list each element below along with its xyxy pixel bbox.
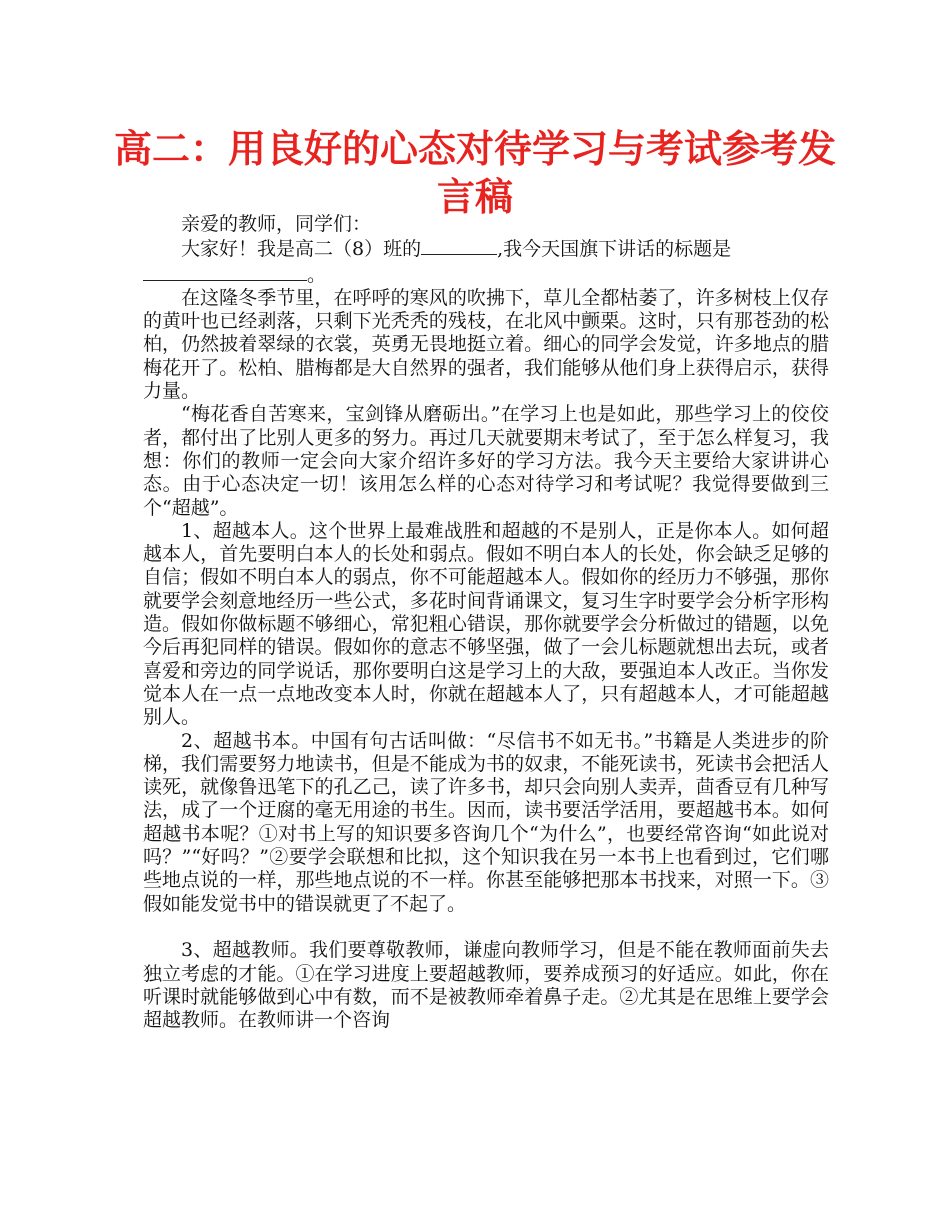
- paragraph-winter: 在这隆冬季节里，在呼呼的寒风的吹拂下，草儿全都枯萎了，许多树枝上仅存的黄叶也已经剥落，只剩下光秃秃的残枝，在北风中颤栗。这时，只有那苍劲的松柏，仍然披着翠绿的衣裳，英勇无畏地挺立着。细心的同学会发觉，许多地点的腊梅花开了。松柏、腊梅都是大自然界的强者，我们能够从他们身上获得启示，获得力量。: [143, 286, 829, 403]
- greeting-line: 亲爱的教师，同学们：: [181, 213, 372, 235]
- document-body: [143, 213, 829, 1032]
- speech-title-blank: [143, 262, 307, 281]
- intro-suffix: 。: [307, 263, 327, 286]
- paragraph-plum-blossom: “梅花香自苦寒来，宝剑锋从磨砺出。”在学习上也是如此，那些学习上的佼佼者，都付出了比别人更多的努力。再过几天就要期末考试了，至于怎么样复习，我想：你们的教师一定会向大家介绍许多好的学习方法。我今天主要给大家讲讲心态。由于心态决定一切！该用怎么样的心态对待学习和考试呢？我觉得要做到三个“超越”。: [143, 403, 829, 519]
- paragraph-surpass-books: 2、超越书本。中国有句古话叫做：“尽信书不如无书。”书籍是人类进步的阶梯，我们需要努力地读书，但是不能成为书的奴隶，不能死读书，死读书会把活人读死，就像鲁迅笔下的孔乙己，读了许多书，却只会向别人卖弄，茴香豆有几种写法，成了一个迂腐的毫无用途的书生。因而，读书要活学活用，要超越书本。如何超越书本呢？①对书上写的知识要多咨询几个“为什么”，也要经常咨询“如此说对吗？”“好吗？”②要学会联想和比拟，这个知识我在另一本书上也看到过，它们哪些地点说的一样，那些地点说的不一样。你甚至能够把那本书找来，对照一下。③假如能发觉书中的错误就更了不起了。: [143, 729, 829, 915]
- paragraph-surpass-teacher: 3、超越教师。我们要尊敬教师，谦虚向教师学习，但是不能在教师面前失去独立考虑的才能。①在学习进度上要超越教师，要养成预习的好适应。如此，你在听课时就能够做到心中有数，而不是被教师牵着鼻子走。②尤其是在思维上要学会超越教师。在教师讲一个咨询: [143, 939, 829, 1032]
- paragraph-spacer: [143, 916, 829, 939]
- intro-middle: ,我今天国旗下讲话的标题是: [497, 238, 732, 261]
- class-name-blank: [421, 236, 497, 255]
- document-title: 高二：用良好的心态对待学习与考试参考发言稿: [113, 127, 836, 219]
- intro-prefix: 大家好！我是高二（8）班的: [181, 238, 422, 261]
- paragraph-surpass-self: 1、超越本人。这个世界上最难战胜和超越的不是别人，正是你本人。如何超越本人，首先要明白本人的长处和弱点。假如不明白本人的长处，你会缺乏足够的自信；假如不明白本人的弱点，你不可能超越本人。假如你的经历力不够强，那你就要学会刻意地经历一些公式，多花时间背诵课文，复习生字时要学会分析字形构造。假如你做标题不够细心，常犯粗心错误，那你就要学会分析做过的错题，以免今后再犯同样的错误。假如你的意志不够坚强，做了一会儿标题就想出去玩，或者喜爱和旁边的同学说话，那你要明白这是学习上的大敌，要强迫本人改正。当你发觉本人在一点一点地改变本人时，你就在超越本人了，只有超越本人，才可能超越别人。: [143, 519, 829, 729]
- intro-line: [143, 236, 829, 287]
